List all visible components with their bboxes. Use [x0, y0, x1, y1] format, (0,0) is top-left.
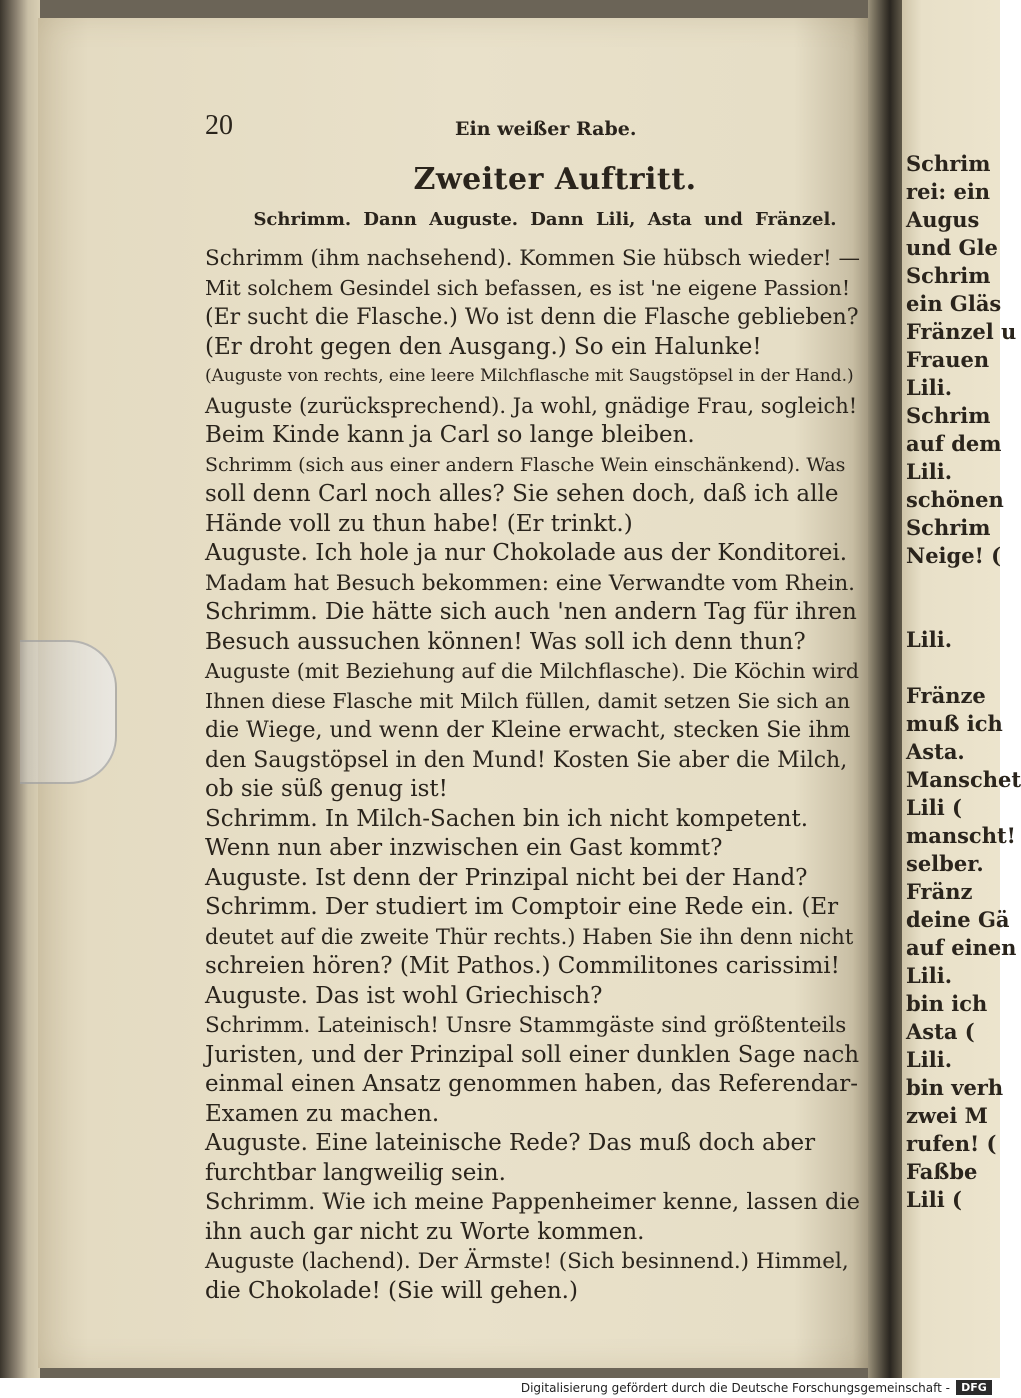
right-page-line: auf einen [906, 935, 1017, 960]
right-page-line: zwei M [906, 1103, 988, 1128]
right-page-line: auf dem [906, 431, 1002, 456]
text-line: Schrimm (ihm nachsehend). Kommen Sie hübsch wieder! — [205, 246, 860, 271]
right-page-line: Lili. [906, 1047, 953, 1072]
dialogue-body [205, 244, 865, 1306]
right-page-line: Lili ( [906, 1187, 962, 1212]
right-page-line: bin verh [906, 1075, 1004, 1100]
text-line: soll denn Carl noch alles? Sie sehen doch, daß ich alle [205, 481, 839, 507]
right-page-line: Fränze [906, 683, 986, 708]
text-line: Mit solchem Gesindel sich befassen, es ist 'ne eigene Passion! [205, 275, 851, 300]
text-line: Beim Kinde kann ja Carl so lange bleiben. [205, 422, 695, 448]
text-line: schreien hören? (Mit Pathos.) Commilitones carissimi! [205, 953, 840, 979]
right-page-line: Lili ( [906, 795, 962, 820]
scene-title: Zweiter Auftritt. [413, 162, 697, 197]
right-page-line: rufen! ( [906, 1131, 997, 1156]
right-page-line [906, 598, 1000, 626]
right-page-line: Schrim [906, 515, 991, 540]
page-number: 20 [205, 110, 233, 141]
text-line: Besuch aussuchen können! Was soll ich denn thun? [205, 628, 806, 655]
right-page-line [906, 654, 1000, 682]
text-line: einmal einen Ansatz genommen haben, das Referendar- [205, 1071, 858, 1097]
right-page-line: Schrim [906, 403, 991, 428]
right-page-line: Asta ( [906, 1019, 975, 1044]
right-page-line: Fränz [906, 879, 973, 904]
right-page-line: Augus [906, 207, 980, 232]
right-page-line: Lili. [906, 627, 953, 652]
right-page-line: Schrim [906, 263, 991, 288]
text-line: Madam hat Besuch bekommen: eine Verwandte vom Rhein. [205, 570, 855, 596]
running-title: Ein weißer Rabe. [455, 118, 637, 140]
text-line: Juristen, und der Prinzipal soll einer dunklen Sage nach [205, 1041, 860, 1068]
text-line: die Chokolade! (Sie will gehen.) [205, 1277, 578, 1304]
funding-notice: Digitalisierung gefördert durch die Deutsche Forschungsgemeinschaft - [520, 1381, 950, 1395]
text-line: Schrimm. Die hätte sich auch 'nen andern Tag für ihren [205, 599, 857, 625]
right-page-line: Schrim [906, 151, 991, 176]
right-page-line: Lili. [906, 459, 953, 484]
right-page-line: Fränzel u [906, 319, 1017, 344]
text-line: ihn auch gar nicht zu Worte kommen. [205, 1218, 645, 1245]
text-line: Auguste. Ist denn der Prinzipal nicht bei der Hand? [205, 864, 808, 891]
right-page-line: manscht! [906, 823, 1016, 848]
text-line: ob sie süß genug ist! [205, 776, 448, 802]
text-line: deutet auf die zweite Thür rechts.) Haben Sie ihn denn nicht [205, 924, 854, 949]
text-line: die Wiege, und wenn der Kleine erwacht, stecken Sie ihm [205, 718, 851, 743]
right-page-line: Frauen [906, 347, 990, 372]
left-page-text [205, 110, 865, 1306]
right-page-line: bin ich [906, 991, 988, 1016]
right-page-text [906, 150, 1021, 1214]
right-page-line: Lili. [906, 375, 953, 400]
right-page-line [906, 570, 1000, 598]
text-line: Schrimm. In Milch-Sachen bin ich nicht kompetent. [205, 805, 809, 832]
right-page-line: Lili. [906, 963, 953, 988]
page-header [205, 110, 865, 152]
text-line: Examen zu machen. [205, 1100, 440, 1127]
text-line: Schrimm. Lateinisch! Unsre Stammgäste sind größtenteils [205, 1013, 847, 1038]
right-page-line: selber. [906, 851, 984, 876]
cast-list: Schrimm. Dann Auguste. Dann Lili, Asta und Fränzel. [253, 209, 837, 230]
right-page-line: rei: ein [906, 179, 991, 204]
page-clip-tab [20, 640, 117, 784]
right-page-line: Manschet [906, 767, 1021, 792]
text-line: Auguste (mit Beziehung auf die Milchflasche). Die Köchin wird [205, 659, 860, 683]
right-page-line: ein Gläs [906, 291, 1002, 316]
text-line: (Er droht gegen den Ausgang.) So ein Halunke! [205, 333, 762, 360]
right-page-line: muß ich [906, 711, 1003, 736]
right-page-line: Faßbe [906, 1159, 978, 1184]
text-line: (Er sucht die Flasche.) Wo ist denn die Flasche geblieben? [205, 305, 859, 330]
text-line: Auguste (zurücksprechend). Ja wohl, gnädige Frau, sogleich! [205, 393, 858, 418]
right-page-line: Neige! ( [906, 543, 1002, 568]
right-page-line: Asta. [906, 739, 965, 764]
text-line: Auguste (lachend). Der Ärmste! (Sich besinnend.) Himmel, [205, 1249, 849, 1274]
text-line: Schrimm. Wie ich meine Pappenheimer kenne, lassen die [205, 1189, 860, 1215]
text-line: Auguste. Das ist wohl Griechisch? [205, 982, 603, 1009]
text-line: den Saugstöpsel in den Mund! Kosten Sie aber die Milch, [205, 747, 848, 773]
right-page-line: deine Gä [906, 907, 1010, 932]
text-line: Schrimm. Der studiert im Comptoir eine Rede ein. (Er [205, 894, 839, 920]
text-line: furchtbar langweilig sein. [205, 1159, 506, 1186]
text-line: Wenn nun aber inzwischen ein Gast kommt? [205, 835, 723, 861]
text-line: Auguste. Ich hole ja nur Chokolade aus der Konditorei. [205, 540, 848, 566]
text-line: Hände voll zu thun habe! (Er trinkt.) [205, 510, 633, 537]
dfg-logo: DFG [956, 1380, 992, 1395]
text-line: Ihnen diese Flasche mit Milch füllen, damit setzen Sie sich an [205, 688, 851, 713]
right-page-line: und Gle [906, 235, 998, 260]
right-page-line: schönen [906, 487, 1004, 512]
text-line: Auguste. Eine lateinische Rede? Das muß doch aber [205, 1130, 816, 1156]
text-line: Schrimm (sich aus einer andern Flasche Wein einschänkend). Was [205, 453, 846, 476]
text-line: (Auguste von rechts, eine leere Milchflasche mit Saugstöpsel in der Hand.) [205, 366, 854, 386]
